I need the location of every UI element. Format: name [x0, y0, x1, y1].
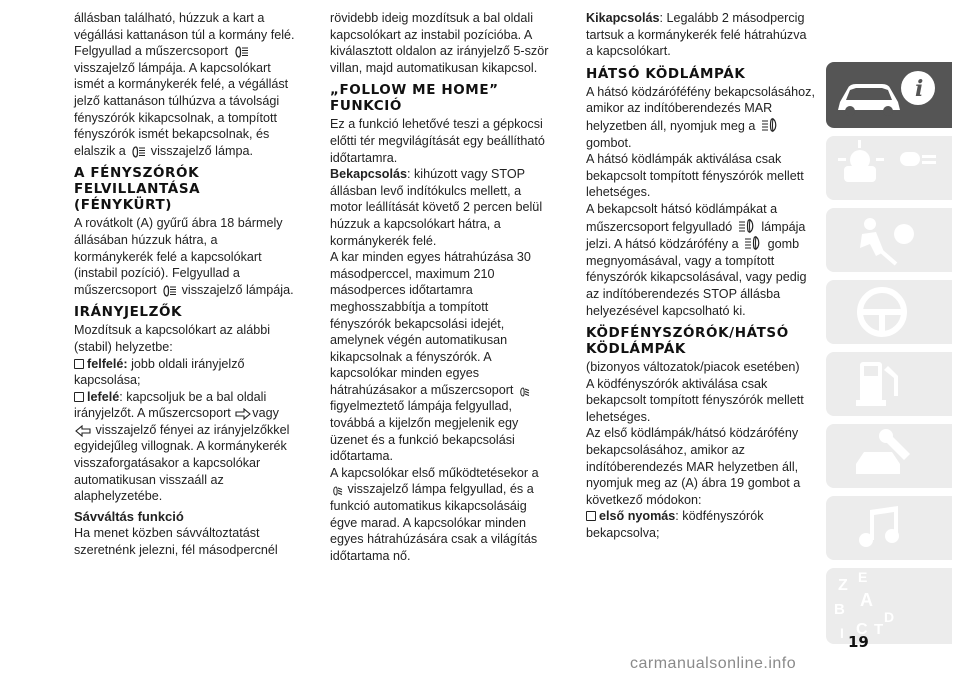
bullet-text: : ködfényszórók bekapcsolva; — [586, 509, 764, 541]
low-beam-icon — [518, 387, 530, 397]
alphabet-index-icon — [826, 568, 952, 644]
bold-label: Kikapcsolás — [586, 11, 660, 25]
tab-steering[interactable] — [826, 280, 952, 344]
paragraph-text: lámpája jelzi. A hátsó ködzárófény a — [586, 219, 806, 252]
svg-text:i: i — [915, 76, 924, 102]
index-letter: C — [856, 621, 868, 638]
low-beam-icon — [331, 486, 343, 496]
bullet-text: vagy — [252, 406, 279, 421]
bold-label: Bekapcsolás — [330, 167, 408, 182]
section-heading: KÖDFÉNYSZÓRÓK/HÁTSÓ KÖDLÁMPÁK — [586, 325, 789, 358]
bullet-text: jobb oldali irányjelző kapcsolása; — [74, 356, 245, 388]
paragraph-text: visszajelző lámpa. — [150, 143, 253, 158]
index-letter: D — [884, 609, 895, 625]
wrench-car-icon — [826, 424, 952, 488]
steering-wheel-icon — [826, 280, 952, 344]
page-number: 19 — [848, 633, 869, 651]
bullet-box-icon — [586, 511, 596, 521]
paragraph — [74, 215, 296, 298]
airbag-icon — [826, 208, 952, 272]
tab-fuel[interactable] — [826, 352, 952, 416]
turn-left-arrow-icon — [75, 425, 91, 437]
tab-service[interactable] — [826, 424, 952, 488]
rear-fog-light-icon — [760, 117, 780, 133]
paragraph — [586, 201, 816, 319]
section-heading: „FOLLOW ME HOME” FUNKCIÓ — [330, 82, 499, 115]
paragraph — [330, 166, 552, 249]
paragraph — [586, 84, 816, 151]
turn-right-arrow-icon — [235, 408, 251, 420]
paragraph-text: : Legalább 2 másodpercig tartsuk a kormánykerék felé hátrahúzva a kapcsolókart. — [586, 11, 807, 59]
paragraph: Mozdítsuk a kapcsolókart az alábbi (stabil) helyzetbe: — [74, 323, 271, 354]
text-column-1 — [74, 10, 296, 559]
tab-warning-lights[interactable] — [826, 136, 952, 200]
section-heading: IRÁNYJELZŐK — [74, 304, 183, 321]
chapter-sidebar — [826, 62, 952, 644]
warning-lights-icon — [826, 136, 952, 200]
paragraph — [330, 249, 552, 465]
subsection-heading: Sávváltás funkció — [74, 508, 184, 524]
watermark: carmanualsonline.info — [630, 655, 797, 672]
paragraph: A hátsó ködlámpák aktiválása csak bekapcsolt tompított fényszórók mellett lehetséges. — [586, 152, 804, 200]
tab-airbag[interactable] — [826, 208, 952, 272]
paragraph: rövidebb ideig mozdítsuk a bal oldali kapcsolókart az instabil pozícióba. A kiválasztott oldalon az irányjelző 5-ször villan, majd automatikusan kikapcsol. — [330, 11, 549, 75]
bullet-box-icon — [74, 359, 84, 369]
paragraph: Az első ködlámpák/hátsó ködzárófény bekapcsolásához, amikor az indítóberendezés MAR helyzetben áll, nyomjuk meg az (A) ábra 19 gombot a következő módokon: — [586, 426, 801, 507]
paragraph-text: A kapcsolókar első működtetésekor a — [330, 465, 539, 480]
tab-index[interactable] — [826, 568, 952, 644]
text-column-2 — [330, 10, 552, 564]
paragraph-text: visszajelző lámpa felgyullad, és a funkció automatikus kikapcsolásáig égve marad. A kapcsolókar minden egyes hátrahúzására csak a világítás időtartama nő. — [330, 482, 538, 563]
bullet-box-icon — [74, 392, 84, 402]
rear-fog-light-icon — [737, 218, 757, 234]
music-note-icon — [826, 496, 952, 560]
high-beam-icon — [233, 46, 249, 58]
section-heading: HÁTSÓ KÖDLÁMPÁK — [586, 65, 746, 82]
paragraph-text: gomb megnyomásával, vagy a tompított fényszórók kikapcsolásával, vagy pedig az indítóberendezés STOP állásba helyezésével kapcsolható ki. — [586, 237, 807, 318]
paragraph — [74, 10, 296, 159]
bullet-text: : kapcsoljuk be a bal oldali irányjelzőt. A műszercsoport — [74, 389, 267, 421]
paragraph: A ködfényszórók aktiválása csak bekapcsolt tompított fényszórók mellett lehetséges. — [586, 376, 804, 424]
bullet-label: első nyomás — [599, 509, 676, 524]
paragraph-text: visszajelző lámpája. A kapcsolókart ismét a kormánykerék felé, a végállást jelző kattanáson túlhúzva a távolsági fényszórók kikapcsolnak, a tompított fényszórók ismét bekapcsolnak, és elalszik a — [74, 60, 289, 158]
bullet-label: felfelé: — [87, 356, 128, 371]
paragraph-text: visszajelző lámpája. — [181, 282, 294, 297]
paragraph: Ez a funkció lehetővé teszi a gépkocsi előtti tér megvilágítását egy beállítható időtartamra. — [330, 117, 545, 165]
car-info-icon — [826, 62, 952, 128]
bullet-item — [74, 389, 296, 505]
bullet-item — [586, 508, 816, 541]
rear-fog-light-icon — [743, 235, 763, 251]
paragraph-text: : kihúzott vagy STOP állásban levő indítókulcs mellett, a motor leállítását követő 2 percen belül húzzuk a kapcsolókart hátra, a kormánykerék felé. — [330, 167, 543, 248]
index-letter: E — [858, 569, 868, 585]
paragraph-text: A rovátkolt (A) gyűrű ábra 18 bármely állásában húzzuk hátra, a kormánykerék felé a kapcsolókart (instabil pozíció). Felgyullad a műszercsoport — [74, 216, 283, 297]
tab-car-info[interactable] — [826, 62, 952, 128]
fuel-pump-icon — [826, 352, 952, 416]
paragraph — [330, 465, 552, 565]
index-letter: Z — [838, 577, 848, 594]
tab-multimedia[interactable] — [826, 496, 952, 560]
index-letter: T — [874, 621, 884, 638]
bullet-label: lefelé — [87, 389, 120, 404]
index-letter: I — [840, 625, 844, 641]
paragraph-text: állásban található, húzzuk a kart a végállási kattanáson túl a kormány felé. Felgyullad a műszercsoport — [74, 11, 295, 59]
paragraph-text: A hátsó ködzáróféfény bekapcsolásához, amikor az indítóberendezés MAR helyzetben áll, nyomjuk meg a — [586, 84, 815, 133]
paragraph — [586, 10, 816, 60]
bullet-item — [74, 356, 296, 389]
high-beam-icon — [130, 146, 146, 158]
paragraph: Ha menet közben sávváltoztatást szeretnénk jelezni, fél másodpercnél — [74, 526, 278, 558]
paragraph-text: A kar minden egyes hátrahúzása 30 másodperccel, maximum 210 másodperces időtartamra meghosszabbítja a tompított fényszórók bekapcsolási idejét, amelynek végén automatikusan kikapcsolnak a fényszórók. A kapcsolókar minden egyes hátrahúzásakor a műszercsoport — [330, 250, 531, 397]
index-letter: B — [834, 601, 845, 618]
text-column-3 — [586, 10, 816, 542]
section-heading: A FÉNYSZÓRÓK FELVILLANTÁSA (FÉNYKÜRT) — [74, 165, 201, 214]
index-letter: A — [860, 590, 873, 610]
high-beam-icon — [161, 285, 177, 297]
paragraph: (bizonyos változatok/piacok esetében) — [586, 360, 800, 375]
paragraph-text: gombot. — [586, 135, 632, 150]
paragraph-text: figyelmeztető lámpája felgyullad, továbbá a kijelzőn megjelenik egy üzenet és a funkció bekapcsolási időtartama. — [330, 399, 519, 464]
bullet-text: visszajelző fényei az irányjelzőkkel egyidejűleg villognak. A kormánykerék visszaforgatásakor a kapcsolókar automatikusan visszaáll az alaphelyzetébe. — [74, 422, 290, 504]
paragraph-text: A bekapcsolt hátsó ködlámpákat a műszercsoport felgyulladó — [586, 201, 778, 234]
